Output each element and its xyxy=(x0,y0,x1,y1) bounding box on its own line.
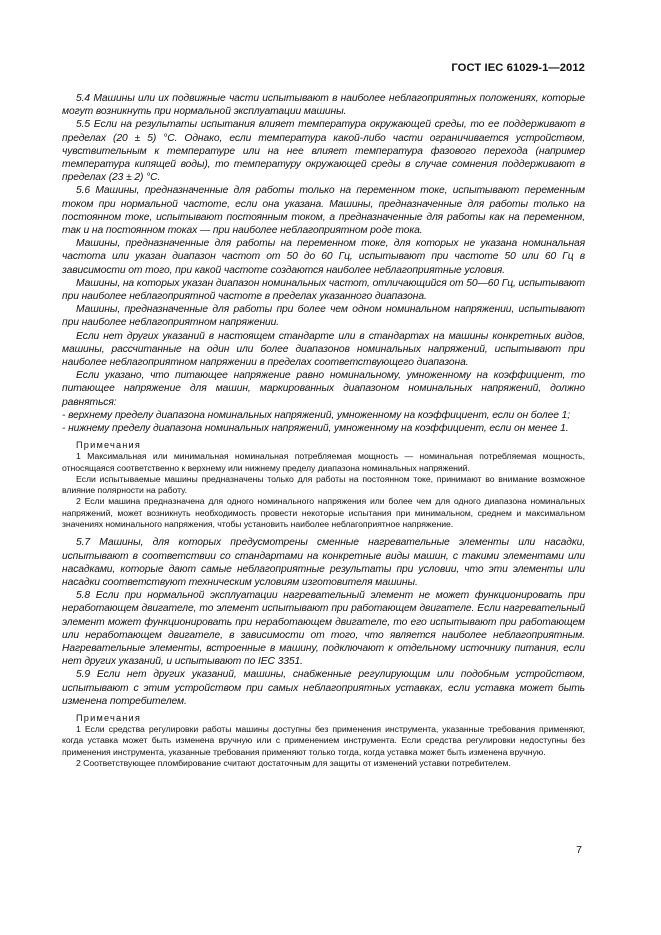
note-1: 1 Максимальная или минимальная номинальная потребляемая мощность — номинальная потребляемая мощность, относящаяся соответственно к верхнему или нижнему пределу диапазона номинальных напряжений. xyxy=(62,451,585,473)
paragraph-5-5: 5.5 Если на результаты испытания влияет температура окружающей среды, то ее поддерживают в пределах (20 ± 5) °С. Однако, если температура какой-либо части ограничивается устройством, чувствительным к температуре или на нее влияет температура фазового перехода (например температура кипящей воды), то температуру окружающей среды в случае сомнения поддерживают в пределах (23 ± 2) °С. xyxy=(62,119,585,184)
paragraph-5-6-ranges: Если нет других указаний в настоящем стандарте или в стандартах на машины конкретных видов, машины, рассчитанные на один или более диапазонов номинальных напряжений, испытывают при наиболее неблагоприятном напряжении в пределах соответствующего диапазона. xyxy=(62,330,585,369)
paragraph-5-8: 5.8 Если при нормальной эксплуатации нагревательный элемент не может функционировать при неработающем двигателе, то элемент испытывают при работающем двигателе. Если нагревательный элемент может функционировать при неработающем двигателе, то его испытывают при работающем или неработающем двигателе, в зависимости от того, что является наиболее неблагоприятным. Нагревательные элементы, встроенные в машину, подключают к отдельному источнику питания, если нет других указаний, и испытывают по IEC 3351. xyxy=(62,590,585,668)
paragraph-5-9: 5.9 Если нет других указаний, машины, снабженные регулирующим или подобным устройством, испытывают с этим устройством при самых неблагоприятных уставках, если уставка может быть изменена потребителем. xyxy=(62,669,585,707)
notes-heading-2: Примечания xyxy=(76,713,142,723)
standard-header: ГОСТ IEC 61029-1—2012 xyxy=(451,62,585,74)
notes-heading: Примечания xyxy=(76,440,142,451)
paragraph-5-4: 5.4 Машины или их подвижные части испытывают в наиболее неблагоприятных положениях, которые могут возникнуть при нормальной эксплуатации машины. xyxy=(62,93,585,118)
note-2-2: 2 Соответствующее пломбирование считают достаточным для защиты от изменений уставки потребителем. xyxy=(76,757,511,768)
paragraph-5-6: 5.6 Машины, предназначенные для работы только на переменном токе, испытывают переменным током при нормальной частоте, если она указана. Машины, предназначенные для работы только на постоянном токе, испытывают постоянным током, а предназначенные для работы как на переменном, так и на постоянном токах — при наиболее неблагоприятном роде тока. xyxy=(62,185,585,237)
note-2-1: 1 Если средства регулировки работы машины доступны без применения инструмента, указанные требования применяют, когда уставка может быть изменена вручную или с применением инструмента. Если средства регулировки недоступны без применения инструмента, указанные требования применяют только тогда, когда уставка может быть изменена вручную. xyxy=(62,724,585,757)
note-1-continued: Если испытываемые машины предназначены только для работы на постоянном токе, принимают во внимание возможное влияние полярности на работу. xyxy=(62,473,585,496)
paragraph-5-6-voltage: Машины, предназначенные для работы при более чем одном номинальном напряжении, испытывают при наиболее неблагоприятном напряжении. xyxy=(62,304,585,329)
list-item-lower: - нижнему пределу диапазона номинальных напряжений, умноженному на коэффициент, если он менее 1. xyxy=(62,423,569,435)
paragraph-5-6-coefficient: Если указано, что питающее напряжение равно номинальному, умноженному на коэффициент, то питающее напряжение для машин, маркированных диапазоном номинальных напряжений, должно равняться: xyxy=(62,370,585,408)
paragraph-5-6-range: Машины, на которых указан диапазон номинальных частот, отличающийся от 50—60 Гц, испытывают при наиболее неблагоприятной частоте в пределах указанного диапазона. xyxy=(62,277,586,303)
paragraph-5-7: 5.7 Машины, для которых предусмотрены сменные нагревательные элементы или насадки, испытывают в соответствии со стандартами на конкретные виды машин, с такими элементами или насадками, которые дают самые неблагоприятные результаты при условии, что эти элементы или насадки соответствуют техническим условиям изготовителя машины. xyxy=(62,537,585,588)
list-item-upper: - верхнему пределу диапазона номинальных напряжений, умноженному на коэффициент, если он более 1; xyxy=(62,409,571,421)
note-2: 2 Если машина предназначена для одного номинального напряжения или более чем для одного диапазона номинальных напряжений, может возникнуть необходимость провести некоторые испытания при минимальном, среднем и максимальном значениях номинального напряжения, чтобы установить наиболее неблагоприятное напряжение. xyxy=(62,496,585,530)
page-number: 7 xyxy=(576,844,582,856)
paragraph-5-6-frequency: Машины, предназначенные для работы на переменном токе, для которых не указана номинальная частота или указан диапазон частот от 50 до 60 Гц, испытывают при частоте 50 или 60 Гц в зависимости от того, при какой частоте создаются наиболее неблагоприятные условия. xyxy=(62,238,585,276)
document-body xyxy=(62,92,585,769)
